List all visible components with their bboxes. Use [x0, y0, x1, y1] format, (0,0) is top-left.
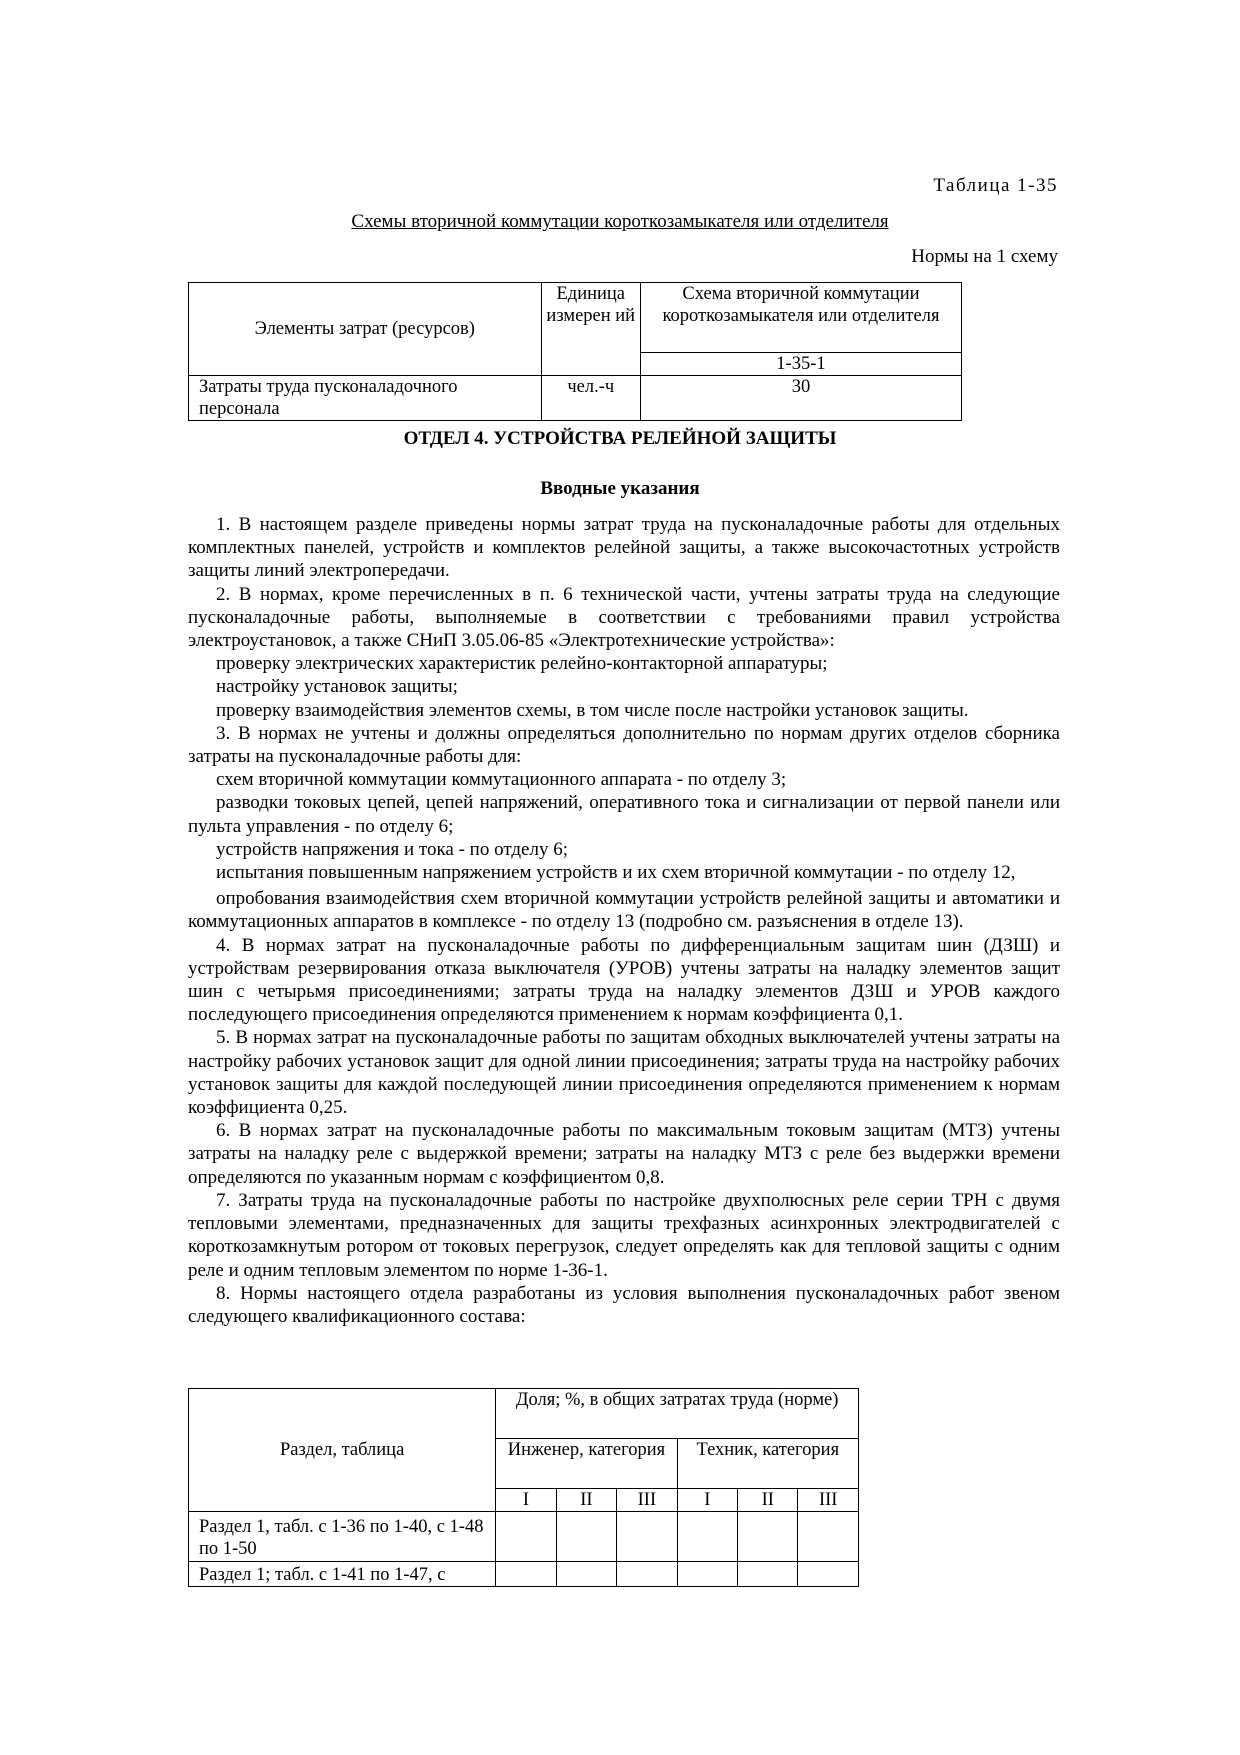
category-cell: III — [617, 1489, 677, 1512]
paragraph: опробования взаимодействия схем вторичной коммутации устройств релейной защиты и автоматики и коммутационных аппаратов в комплексе - по отделу 13 (подробно см. разъяснения в отделе 13). — [188, 888, 1060, 933]
row-unit: чел.-ч — [541, 376, 640, 421]
category-cell: III — [798, 1489, 859, 1512]
header-scheme: Схема вторичной коммутации короткозамыкателя или отделителя — [640, 283, 961, 353]
row-name: Раздел 1; табл. с 1-41 по 1-47, с — [189, 1562, 496, 1587]
empty-cell — [556, 1512, 616, 1562]
table-row — [189, 1562, 859, 1587]
table-row — [189, 1512, 859, 1562]
category-cell: I — [677, 1489, 737, 1512]
empty-cell — [798, 1512, 859, 1562]
table-caption: Схемы вторичной коммутации короткозамыкателя или отделителя — [351, 211, 889, 232]
paragraph: схем вторичной коммутации коммутационного аппарата - по отделу 3; — [216, 769, 787, 791]
header-unit: Единица измерен ий — [541, 283, 640, 376]
paragraph: 5. В нормах затрат на пусконаладочные работы по защитам обходных выключателей учтены затраты на настройку рабочих установок защит для одной линии присоединения; затраты труда на настройку рабочих установок защиты для каждой последующей линии присоединения определяются применением к нормам коэффициента 0,25. — [188, 1027, 1060, 1119]
row-value: 30 — [640, 376, 961, 421]
empty-cell — [617, 1562, 677, 1587]
intro-title: Вводные указания — [540, 478, 700, 499]
paragraph: проверку взаимодействия элементов схемы, в том числе после настройки установок защиты. — [216, 699, 969, 721]
header-section: Раздел, таблица — [189, 1389, 496, 1512]
norms-table — [188, 282, 962, 421]
section-title: ОТДЕЛ 4. УСТРОЙСТВА РЕЛЕЙНОЙ ЗАЩИТЫ — [403, 428, 837, 449]
empty-cell — [677, 1562, 737, 1587]
empty-cell — [738, 1562, 798, 1587]
paragraph: разводки токовых цепей, цепей напряжений, оперативного тока и сигнализации от первой панели или пульта управления - по отделу 6; — [188, 792, 1060, 837]
body-text — [188, 513, 1060, 1328]
header-code: 1-35-1 — [640, 353, 961, 376]
paragraph: испытания повышенным напряжением устройств и их схем вторичной коммутации - по отделу 12, — [216, 862, 1016, 884]
header-cost-elements: Элементы затрат (ресурсов) — [189, 283, 542, 376]
paragraph: проверку электрических характеристик релейно-контакторной аппаратуры; — [216, 653, 828, 675]
qualification-table — [188, 1388, 859, 1587]
paragraph: устройств напряжения и тока - по отделу 6; — [216, 838, 568, 860]
paragraph: настройку установок защиты; — [216, 676, 458, 698]
paragraph: 1. В настоящем разделе приведены нормы затрат труда на пусконаладочные работы для отдельных комплектных панелей, устройств и комплектов релейной защиты, а также высокочастотных устройств защиты линий электропередачи. — [188, 514, 1060, 582]
empty-cell — [738, 1512, 798, 1562]
empty-cell — [677, 1512, 737, 1562]
paragraph: 6. В нормах затрат на пусконаладочные работы по максимальным токовым защитам (МТЗ) учтены затраты на наладку реле с выдержкой времени; затраты на наладку МТЗ с реле без выдержки времени определяются по указанным нормам с коэффициентом 0,8. — [188, 1120, 1060, 1188]
empty-cell — [798, 1562, 859, 1587]
norms-unit: Нормы на 1 схему — [911, 246, 1058, 267]
paragraph: 4. В нормах затрат на пусконаладочные работы по дифференциальным защитам шин (ДЗШ) и устройствам резервирования отказа выключателя (УРОВ) учтены затраты на наладку элементов защит шин с четырьмя присоединениями; затраты труда на наладку элементов ДЗШ и УРОВ каждого последующего присоединения определяются применением к нормам коэффициента 0,1. — [188, 934, 1060, 1026]
header-technician: Техник, категория — [677, 1439, 858, 1489]
table-row — [189, 376, 962, 421]
table-number: Таблица 1-35 — [933, 175, 1058, 196]
paragraph: 3. В нормах не учтены и должны определяться дополнительно по нормам других отделов сборника затраты на пусконаладочные работы для: — [188, 722, 1060, 768]
paragraph: 8. Нормы настоящего отдела разработаны из условия выполнения пусконаладочных работ звеном следующего квалификационного состава: — [188, 1282, 1060, 1327]
empty-cell — [496, 1562, 556, 1587]
row-name: Раздел 1, табл. с 1-36 по 1-40, с 1-48 по 1-50 — [189, 1512, 496, 1562]
category-cell: II — [556, 1489, 616, 1512]
paragraph: 7. Затраты труда на пусконаладочные работы по настройке двухполюсных реле серии ТРН с двумя тепловыми элементами, предназначенных для защиты трехфазных асинхронных электродвигателей с короткозамкнутым ротором от токовых перегрузок, следует определять как для тепловой защиты с одним реле и одним тепловым элементом по норме 1-36-1. — [188, 1189, 1060, 1281]
empty-cell — [556, 1562, 616, 1587]
empty-cell — [617, 1512, 677, 1562]
paragraph: 2. В нормах, кроме перечисленных в п. 6 технической части, учтены затраты труда на следующие пусконаладочные работы, выполняемые в соответствии с требованиями правил устройства электроустановок, а также СНиП 3.05.06-85 «Электротехнические устройства»: — [188, 583, 1060, 652]
category-cell: I — [496, 1489, 556, 1512]
header-share: Доля; %, в общих затратах труда (норме) — [496, 1389, 859, 1439]
empty-cell — [496, 1512, 556, 1562]
category-cell: II — [738, 1489, 798, 1512]
row-name: Затраты труда пусконаладочного персонала — [189, 376, 542, 421]
header-engineer: Инженер, категория — [496, 1439, 677, 1489]
